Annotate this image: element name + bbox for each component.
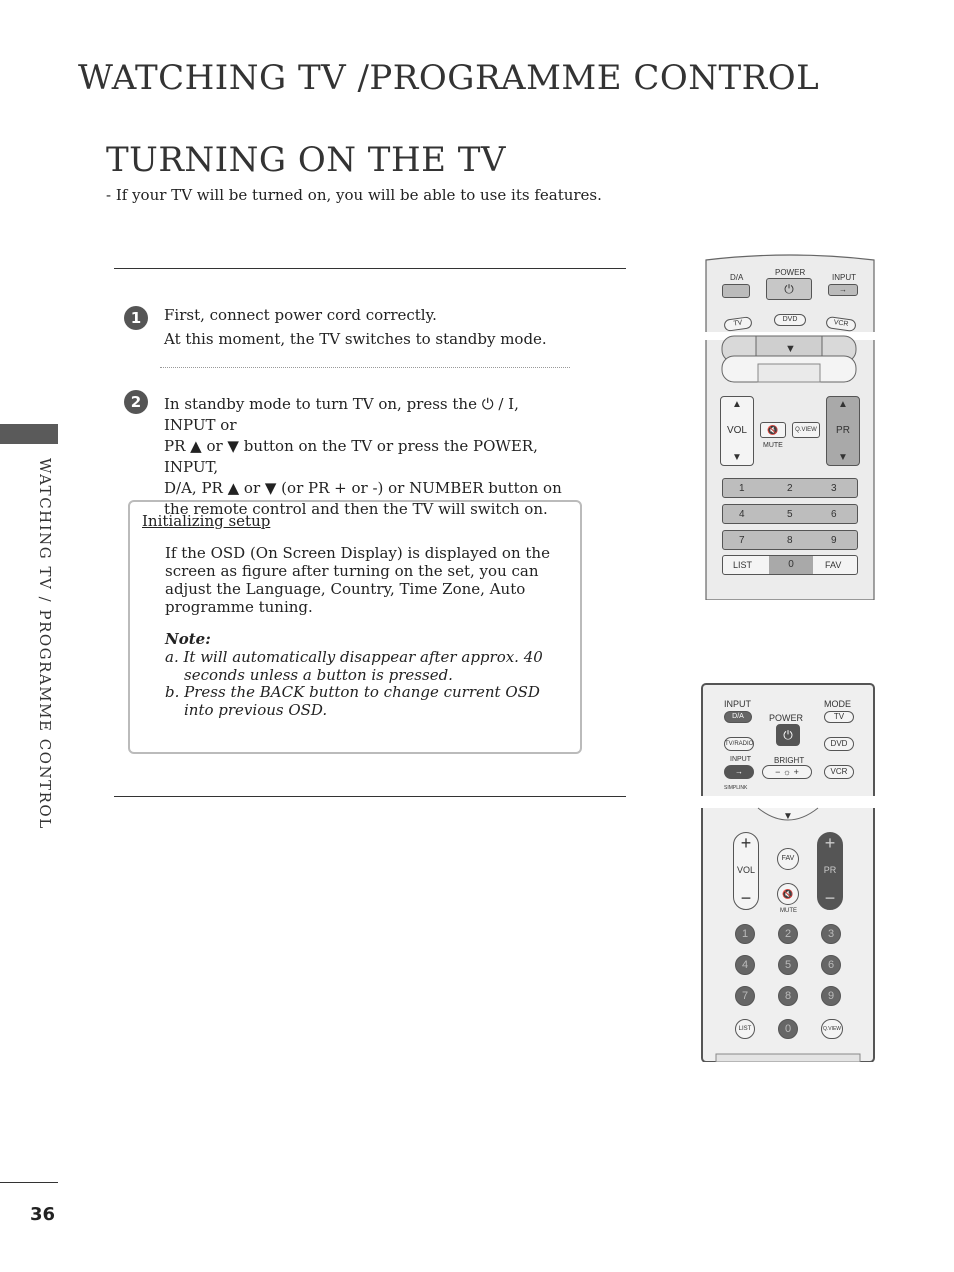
remote-2-vcr-label: VCR <box>830 767 848 776</box>
remote-control-1 <box>704 252 876 600</box>
remote-2-pr-rocker[interactable] <box>817 832 843 910</box>
pr-rocker[interactable] <box>826 396 860 466</box>
vol-label: VOL <box>726 425 747 436</box>
top-rule <box>114 268 626 269</box>
input-icon: → <box>735 767 743 776</box>
remote-1-da-label: D/A <box>730 273 744 282</box>
number-button[interactable]: 3 <box>831 483 837 494</box>
note-item-b: b. Press the BACK button to change current OSD into previous OSD. <box>165 683 540 719</box>
simplink-label: SIMPLINK <box>724 785 748 791</box>
remote-2-input-button[interactable] <box>724 765 754 779</box>
vol-minus-icon: − <box>740 888 752 908</box>
pr-minus-icon: − <box>824 888 836 908</box>
initializing-setup-title: Initializing setup <box>142 512 271 530</box>
remote-2-dvd-button[interactable] <box>824 737 854 751</box>
mode-label: MODE <box>824 699 851 709</box>
vcr-mode-label: VCR <box>833 319 849 328</box>
qview-label: Q.VIEW <box>795 427 817 433</box>
mute-icon: 🔇 <box>782 889 794 899</box>
vol-down-icon: ▼ <box>732 452 742 463</box>
remote-control-2 <box>700 682 876 1062</box>
brightness-icon: − ☼ + <box>775 767 799 777</box>
tv-mode-label: TV <box>733 319 743 328</box>
remote-2-vol-rocker[interactable] <box>733 832 759 910</box>
section-subtitle: - If your TV will be turned on, you will be able to use its features. <box>106 186 602 204</box>
number-button[interactable]: 2 <box>787 483 793 494</box>
remote-1-power-label: POWER <box>775 268 806 277</box>
remote-2-da-label: D/A <box>732 713 744 720</box>
remote-2-power-label: POWER <box>769 713 804 723</box>
remote-2-vcr-button[interactable] <box>824 765 854 779</box>
number-button[interactable]: 6 <box>831 509 837 520</box>
number-row-2 <box>722 504 858 524</box>
input-button[interactable] <box>828 284 858 296</box>
chapter-title: WATCHING TV /PROGRAMME CONTROL <box>78 58 820 98</box>
step-2-line: PR ▲ or ▼ button on the TV or press the POWER, INPUT, <box>164 437 538 476</box>
number-button[interactable]: 8 <box>787 535 793 546</box>
step-2-line: D/A, PR ▲ or ▼ (or PR + or -) or NUMBER button on <box>164 479 562 497</box>
remote-2-number-button[interactable]: 4 <box>735 955 755 975</box>
remote-2-list-button[interactable] <box>735 1019 755 1039</box>
remote-2-pr-label: PR <box>823 865 837 875</box>
section-title: TURNING ON THE TV <box>106 140 506 180</box>
power-icon: ⏻ <box>784 282 794 296</box>
side-tab-marker <box>0 424 58 444</box>
power-icon: ⏻ <box>783 728 793 742</box>
number-row-3 <box>722 530 858 550</box>
nav-down-arrow-icon[interactable]: ▼ <box>785 343 796 355</box>
qview-button[interactable] <box>792 422 820 438</box>
vol-up-icon: ▲ <box>732 399 742 410</box>
remote-2-number-button[interactable]: 9 <box>821 986 841 1006</box>
page-number: 36 <box>30 1204 56 1225</box>
remote-2-number-button[interactable]: 1 <box>735 924 755 944</box>
remote-2-qview-label: Q.VIEW <box>822 1026 842 1032</box>
remote-2-fav-label: FAV <box>781 855 795 862</box>
nav-down-arrow-icon[interactable]: ▼ <box>783 811 793 822</box>
list-button[interactable]: LIST <box>733 560 753 570</box>
note-item-a: a. It will automatically disappear after approx. 40 seconds unless a button is pressed. <box>165 648 543 684</box>
number-button[interactable]: 7 <box>739 535 745 546</box>
pr-plus-icon: + <box>824 833 836 853</box>
remote-1-input-label: INPUT <box>832 273 856 282</box>
remote-2-fav-button[interactable] <box>777 848 799 870</box>
dvd-mode-label: DVD <box>782 316 798 323</box>
number-row-1 <box>722 478 858 498</box>
bright-label: BRIGHT <box>774 756 805 765</box>
initializing-setup-body: If the OSD (On Screen Display) is displayed on the screen as figure after turning on the set, you can adjust the Language, Country, Time Zone, Auto programme tuning. <box>165 544 550 616</box>
remote-2-number-button[interactable]: 7 <box>735 986 755 1006</box>
side-chapter-label: WATCHING TV / PROGRAMME CONTROL <box>36 458 54 830</box>
remote-2-list-label: LIST <box>738 1026 752 1032</box>
pr-down-icon: ▼ <box>838 452 848 463</box>
number-button[interactable]: 1 <box>739 483 745 494</box>
remote-2-qview-button[interactable] <box>821 1019 843 1039</box>
remote-2-number-button[interactable]: 5 <box>778 955 798 975</box>
remote-2-mute-button[interactable] <box>777 883 799 905</box>
remote-2-input-label: INPUT <box>724 699 751 709</box>
note-label: Note: <box>165 630 211 648</box>
vol-plus-icon: + <box>740 833 752 853</box>
mute-label: MUTE <box>763 442 783 449</box>
step-2-line: the remote control and then the TV will switch on. <box>164 500 548 518</box>
remote-2-number-button[interactable]: 0 <box>778 1019 798 1039</box>
power-button[interactable] <box>766 278 812 300</box>
mute-icon: 🔇 <box>767 425 779 435</box>
remote-2-tv-button[interactable] <box>824 711 854 723</box>
remote-2-mute-label: MUTE <box>780 908 797 914</box>
input-icon: → <box>839 285 847 294</box>
remote-2-da-button[interactable] <box>724 711 752 723</box>
remote-2-tv-label: TV <box>833 712 845 721</box>
dvd-mode-button[interactable] <box>774 314 806 326</box>
remote-2-number-button[interactable]: 8 <box>778 986 798 1006</box>
fav-button[interactable]: FAV <box>825 560 842 570</box>
number-button[interactable]: 0 <box>769 556 813 574</box>
bright-rocker[interactable] <box>762 765 812 779</box>
mute-button[interactable] <box>760 422 786 438</box>
vol-rocker[interactable] <box>720 396 754 466</box>
tv-radio-label: TV/RADIO <box>725 741 754 747</box>
remote-2-number-button[interactable]: 2 <box>778 924 798 944</box>
step-1-text <box>164 305 547 350</box>
remote-2-vol-label: VOL <box>736 865 755 875</box>
initializing-setup-box <box>128 500 582 754</box>
remote-2-power-button[interactable] <box>776 724 800 746</box>
pr-up-icon: ▲ <box>838 399 848 410</box>
remote-2-input2-label: INPUT <box>730 756 751 763</box>
number-button[interactable]: 5 <box>787 509 793 520</box>
da-button[interactable] <box>722 284 750 298</box>
pr-label: PR <box>836 425 850 436</box>
step-2-line: In standby mode to turn TV on, press the ⏻ / I, INPUT or <box>164 395 519 434</box>
bottom-rule <box>114 796 626 797</box>
remote-2-number-button[interactable]: 3 <box>821 924 841 944</box>
remote-2-dvd-label: DVD <box>830 739 848 748</box>
step-2-number: 2 <box>124 390 148 414</box>
number-button[interactable]: 9 <box>831 535 837 546</box>
footer-rule <box>0 1182 58 1183</box>
step-1-line: At this moment, the TV switches to standby mode. <box>164 330 547 348</box>
step-1-line: First, connect power cord correctly. <box>164 306 437 324</box>
step-1-number: 1 <box>124 306 148 330</box>
remote-2-number-button[interactable]: 6 <box>821 955 841 975</box>
number-row-4 <box>722 555 858 575</box>
step-divider <box>160 367 570 368</box>
number-button[interactable]: 4 <box>739 509 745 520</box>
tv-radio-button[interactable] <box>724 737 754 751</box>
